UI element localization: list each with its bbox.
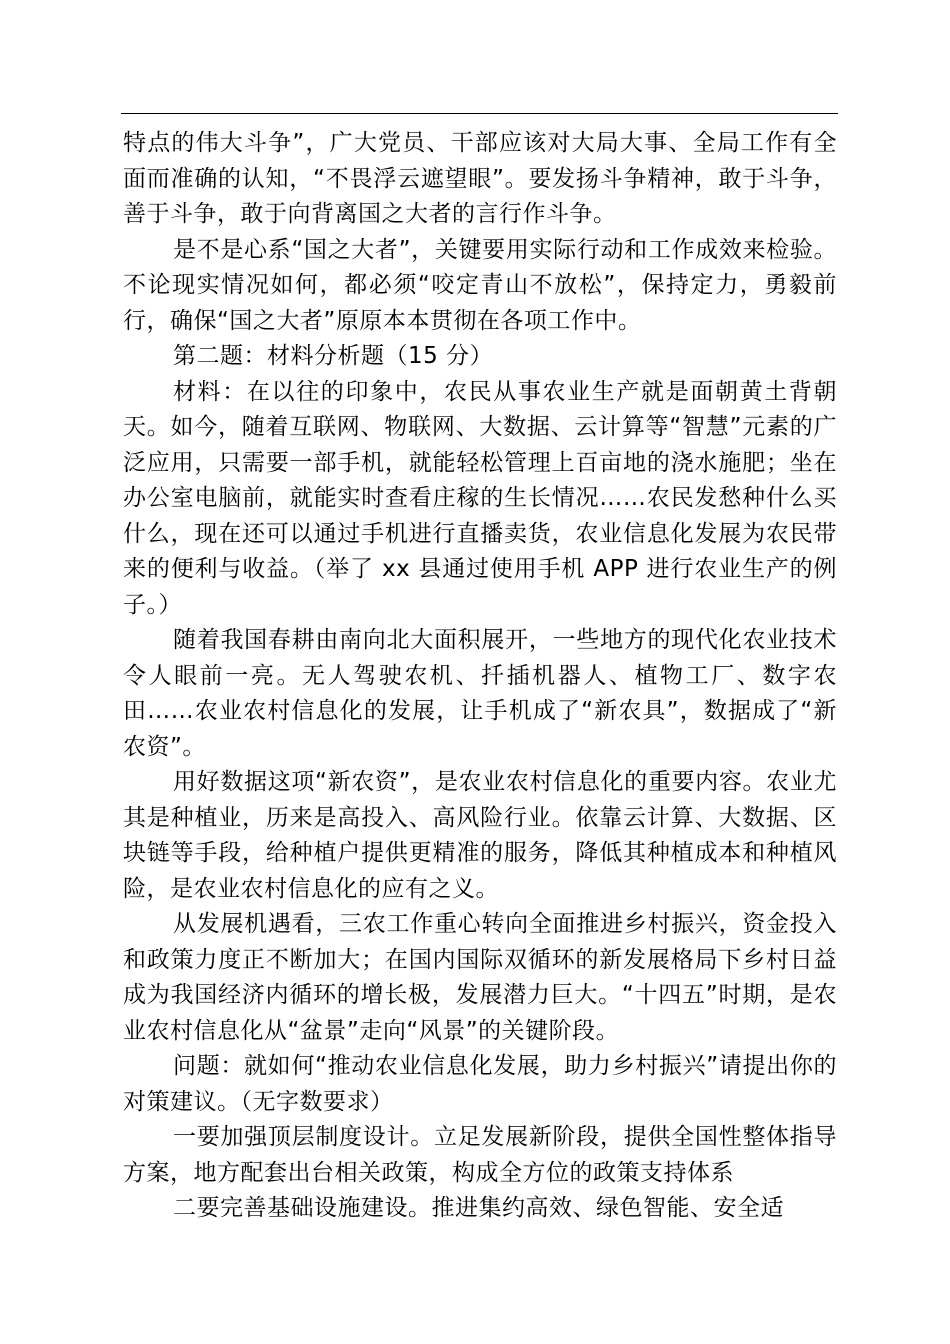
- paragraph-2: 是不是心系“国之大者”，关键要用实际行动和工作成效来检验。不论现实情况如何，都必须“咬定青山不放松”，保持定力，勇毅前行，确保“国之大者”原原本本贯彻在各项工作中。: [123, 236, 837, 334]
- question-2-heading: 第二题：材料分析题（15 分）: [173, 343, 494, 369]
- material-paragraph-1: 材料：在以往的印象中，农民从事农业生产就是面朝黄土背朝天。如今，随着互联网、物联网、大数据、云计算等“智慧”元素的广泛应用，只需要一部手机，就能轻松管理上百亩地的浇水施肥；坐在办公室电脑前，就能实时查看庄稼的生长情况……农民发愁种什么买什么，现在还可以通过手机进行直播卖货，农业信息化发展为农民带来的便利与收益。（举了 xx 县通过使用手机 APP 进行农业生产的例子。）: [123, 378, 837, 618]
- material-paragraph-3: 用好数据这项“新农资”，是农业农村信息化的重要内容。农业尤其是种植业，历来是高投入、高风险行业。依靠云计算、大数据、区块链等手段，给种植户提供更精准的服务，降低其种植成本和种植风险，是农业农村信息化的应有之义。: [123, 769, 837, 902]
- body-text: [123, 126, 837, 1227]
- paragraph-1: 特点的伟大斗争”，广大党员、干部应该对大局大事、全局工作有全面而准确的认知，“不畏浮云遮望眼”。要发扬斗争精神，敢于斗争，善于斗争，敢于向背离国之大者的言行作斗争。: [123, 130, 837, 227]
- answer-point-1: 一要加强顶层制度设计。立足发展新阶段，提供全国性整体指导方案，地方配套出台相关政策，构成全方位的政策支持体系: [123, 1124, 837, 1186]
- question-prompt: 问题：就如何“推动农业信息化发展，助力乡村振兴”请提出你的对策建议。（无字数要求）: [123, 1053, 837, 1115]
- answer-point-2: 二要完善基础设施建设。推进集约高效、绿色智能、安全适: [173, 1195, 784, 1221]
- header-rule: [121, 113, 838, 114]
- material-paragraph-4: 从发展机遇看，三农工作重心转向全面推进乡村振兴，资金投入和政策力度正不断加大；在国内国际双循环的新发展格局下乡村日益成为我国经济内循环的增长极，发展潜力巨大。“十四五”时期，是农业农村信息化从“盆景”走向“风景”的关键阶段。: [123, 911, 837, 1044]
- material-paragraph-2: 随着我国春耕由南向北大面积展开，一些地方的现代化农业技术令人眼前一亮。无人驾驶农机、扦插机器人、植物工厂、数字农田……农业农村信息化的发展，让手机成了“新农具”，数据成了“新农资”。: [123, 627, 837, 760]
